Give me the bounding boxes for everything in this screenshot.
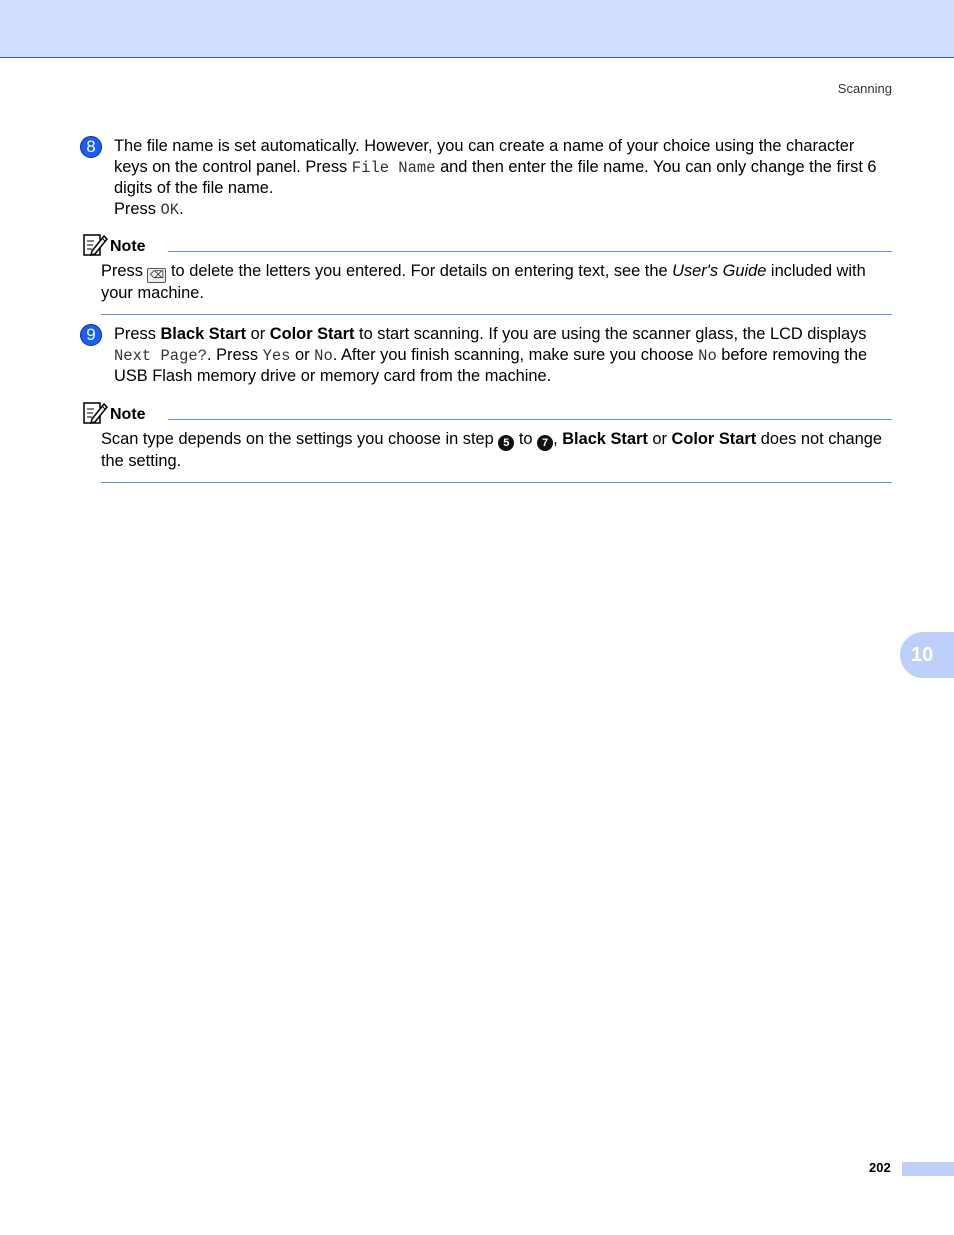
note-1-text: Press ⌫ to delete the letters you entered. For details on entering text, see the User's Guide included with your machine. [101,261,892,315]
step-ref-5: 5 [498,435,514,451]
step-number-badge: 9 [80,324,102,346]
page-number-bar [902,1162,954,1176]
lcd-yes: Yes [262,346,291,365]
users-guide-reference: User's Guide [672,262,767,280]
note-divider [168,251,892,252]
chapter-tab: 10 [900,632,954,678]
step-8 [80,136,892,220]
note-2 [80,402,892,483]
note-divider [168,419,892,420]
step-9-text: Press Black Start or Color Start to start scanning. If you are using the scanner glass, the LCD displays Next Page?. Press Yes or No. After you finish scanning, make sure you choose No before removing the USB Flash memory drive or memory card from the machine. [114,325,868,385]
lcd-option-file-name: File Name [351,158,436,177]
step-ref-7: 7 [537,435,553,451]
note-2-text: Scan type depends on the settings you choose in step 5 to 7 , Black Start or Color Start does not change the setting. [101,429,892,483]
step-number-badge: 8 [80,136,102,158]
note-pencil-icon [82,232,108,258]
note-label: Note [110,238,146,255]
running-header: Scanning [837,81,892,96]
step-8-text: The file name is set automatically. However, you can create a name of your choice using the character keys on the control panel. Press File Name and then enter the file name. You can only change the first 6 digits of the file name. Press OK. [114,137,877,219]
lcd-option-ok: OK [160,200,180,219]
top-header-band [0,0,954,58]
note-label: Note [110,406,146,423]
lcd-no: No [314,346,333,365]
backspace-key-icon: ⌫ [147,268,166,283]
lcd-no: No [698,346,717,365]
lcd-next-page: Next Page? [114,346,208,365]
step-9 [80,324,892,387]
page-number: 202 [869,1160,891,1175]
note-1 [80,234,892,315]
note-pencil-icon [82,400,108,426]
